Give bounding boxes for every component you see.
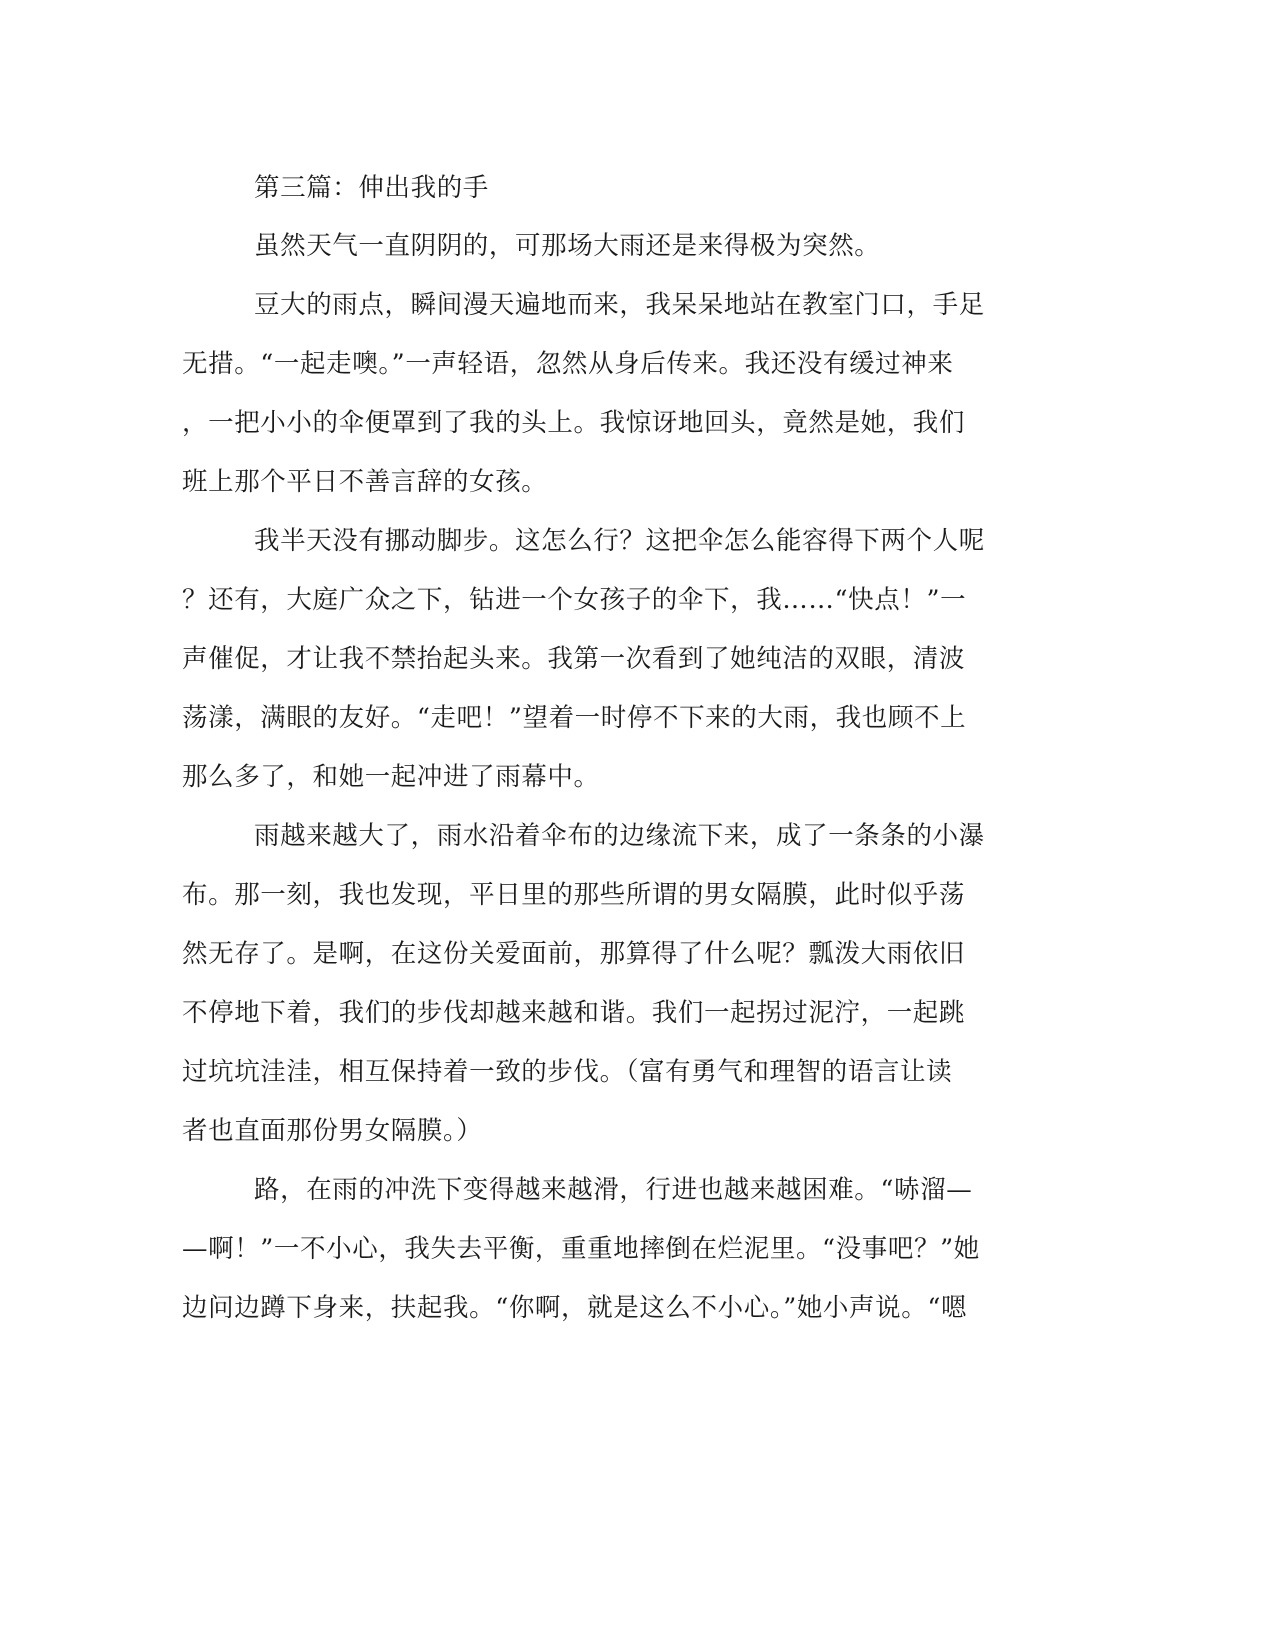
paragraph-3 — [182, 512, 1042, 807]
paragraph-4 — [182, 807, 1042, 1161]
paragraph-line: 荡漾，满眼的友好。“走吧！”望着一时停不下来的大雨，我也顾不上 — [182, 703, 967, 733]
paragraph-line: —啊！”一不小心，我失去平衡，重重地摔倒在烂泥里。“没事吧？”她 — [182, 1234, 980, 1264]
paragraph-2 — [182, 276, 1042, 512]
paragraph-line: ？还有，大庭广众之下，钻进一个女孩子的伞下，我……“快点！”一 — [182, 585, 967, 615]
paragraph-line: 虽然天气一直阴阴的，可那场大雨还是来得极为突然。 — [254, 231, 881, 261]
paragraph-line: 过坑坑洼洼，相互保持着一致的步伐。（富有勇气和理智的语言让读 — [182, 1057, 953, 1087]
paragraph-line: 然无存了。是啊，在这份关爱面前，那算得了什么呢？瓢泼大雨依旧 — [182, 939, 966, 969]
paragraph-line: 那么多了，和她一起冲进了雨幕中。 — [182, 762, 600, 792]
document-title: 第三篇：伸出我的手 — [254, 173, 489, 203]
paragraph-line: 豆大的雨点，瞬间漫天遍地而来，我呆呆地站在教室门口，手足 — [254, 290, 985, 320]
paragraph-line: 者也直面那份男女隔膜。） — [182, 1116, 483, 1146]
paragraph-line: 布。那一刻，我也发现，平日里的那些所谓的男女隔膜，此时似乎荡 — [182, 880, 966, 910]
paragraph-line: 声催促，才让我不禁抬起头来。我第一次看到了她纯洁的双眼，清波 — [182, 644, 966, 674]
paragraph-line: 边问边蹲下身来，扶起我。“你啊，就是这么不小心。”她小声说。“嗯 — [182, 1293, 968, 1323]
paragraph-line: 班上那个平日不善言辞的女孩。 — [182, 467, 548, 497]
paragraph-line: 无措。“一起走噢。”一声轻语，忽然从身后传来。我还没有缓过神来 — [182, 349, 954, 379]
paragraph-line: 路，在雨的冲洗下变得越来越滑，行进也越来越困难。“哧溜— — [254, 1175, 973, 1205]
paragraph-5 — [182, 1161, 1042, 1338]
paragraph-line: 不停地下着，我们的步伐却越来越和谐。我们一起拐过泥泞，一起跳 — [182, 998, 966, 1028]
paragraph-1 — [182, 217, 1042, 276]
paragraph-line: 我半天没有挪动脚步。这怎么行？这把伞怎么能容得下两个人呢 — [254, 526, 985, 556]
paragraph-line: ，一把小小的伞便罩到了我的头上。我惊讶地回头，竟然是她，我们 — [182, 408, 966, 438]
paragraph-line: 雨越来越大了，雨水沿着伞布的边缘流下来，成了一条条的小瀑 — [254, 821, 985, 851]
document-body — [182, 160, 1042, 1338]
